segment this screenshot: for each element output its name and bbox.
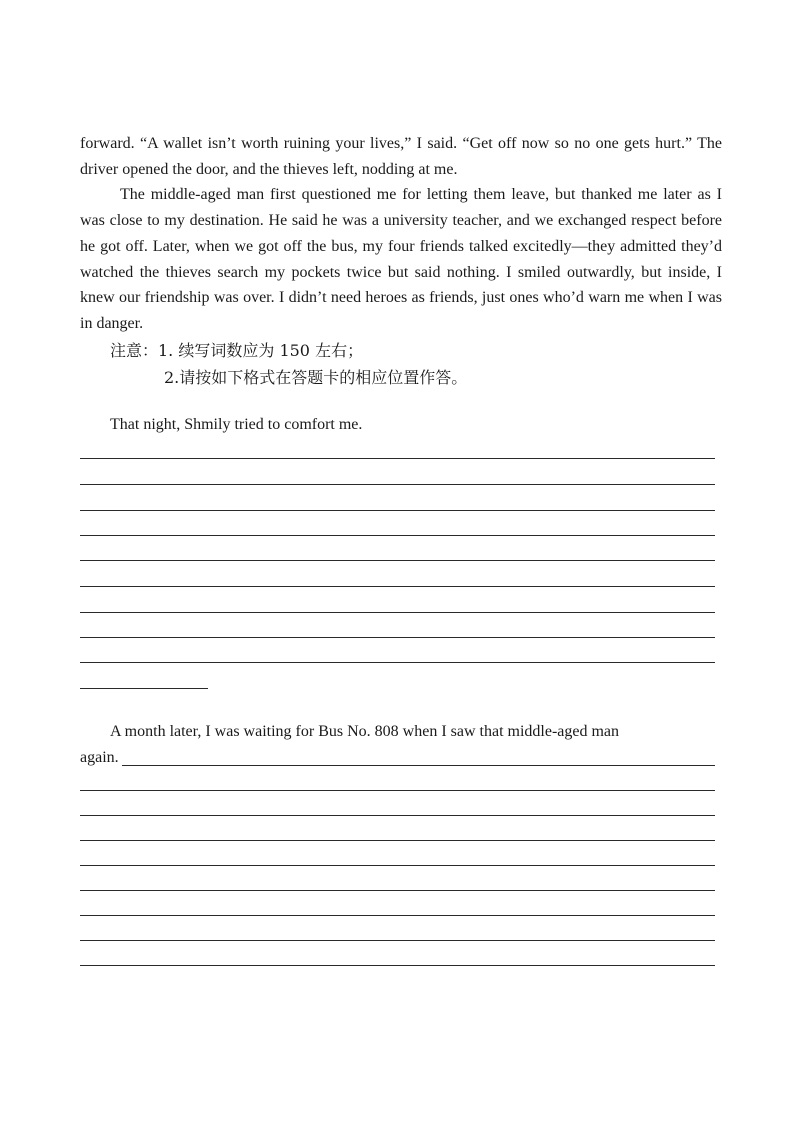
story-passage <box>80 131 722 337</box>
answer-line[interactable] <box>80 612 715 613</box>
answer-line-short[interactable] <box>80 688 208 689</box>
answer-line[interactable] <box>80 940 715 941</box>
section1-opening-sentence: That night, Shmily tried to comfort me. <box>110 416 363 433</box>
answer-line[interactable] <box>80 815 715 816</box>
section2-opening-sentence-end: again. <box>80 749 119 766</box>
answer-line[interactable] <box>80 662 715 663</box>
answer-line[interactable] <box>122 765 715 766</box>
passage-paragraph-2: The middle-aged man first questioned me for letting them leave, but thanked me later as I was close to my destination. He said he was a university teacher, and we exchanged respect before he got off. Later, when we got off the bus, my four friends talked excitedly—they admitted they’d watched the thieves search my pockets twice but said nothing. I smiled outwardly, but inside, I knew our friendship was over. I didn’t need heroes as friends, just ones who’d warn me when I was in danger. <box>80 186 722 332</box>
answer-line[interactable] <box>80 586 715 587</box>
answer-line[interactable] <box>80 560 715 561</box>
answer-line[interactable] <box>80 865 715 866</box>
answer-line[interactable] <box>80 510 715 511</box>
answer-line[interactable] <box>80 915 715 916</box>
answer-line[interactable] <box>80 484 715 485</box>
section2-opening-sentence: A month later, I was waiting for Bus No. 808 when I saw that middle-aged man <box>110 723 620 740</box>
instructions-notes <box>110 337 467 391</box>
passage-paragraph-1: forward. “A wallet isn’t worth ruining your lives,” I said. “Get off now so no one gets hurt.” The driver opened the door, and the thieves left, nodding at me. <box>80 135 722 178</box>
answer-line[interactable] <box>80 637 715 638</box>
answer-line[interactable] <box>80 535 715 536</box>
answer-line[interactable] <box>80 840 715 841</box>
answer-line[interactable] <box>80 790 715 791</box>
answer-line[interactable] <box>80 890 715 891</box>
note-word-count: 注意：1. 续写词数应为 150 左右； <box>110 341 364 360</box>
answer-line[interactable] <box>80 965 715 966</box>
note-answer-format: 2.请按如下格式在答题卡的相应位置作答。 <box>164 368 468 387</box>
answer-line[interactable] <box>80 458 715 459</box>
